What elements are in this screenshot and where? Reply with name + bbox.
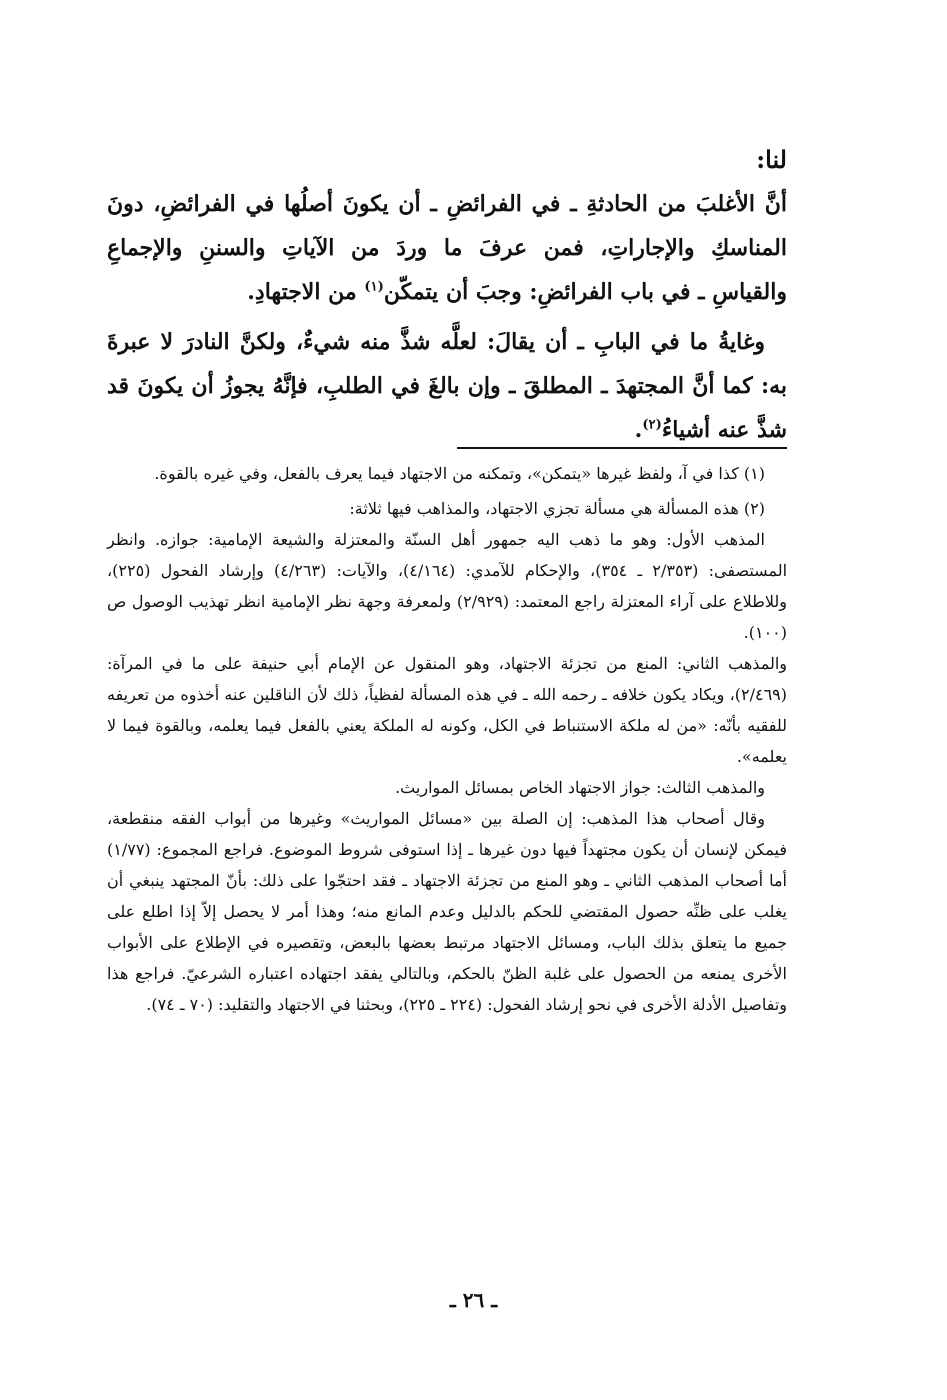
section-heading: لنا: xyxy=(756,145,787,174)
footnote-1: (١) كذا في آ، ولفظ غيرها «يتمكن»، وتمكنه من الاجتهاد فيما يعرف بالفعل، وفي غيره بالقوة. xyxy=(154,464,765,483)
paragraph-1-text: أنَّ الأغلبَ من الحادثةِ ـ في الفرائضِ ـ أن يكونَ أصلُها في الفرائضِ، دونَ المناسكِ والإجاراتِ، فمن عرفَ ما وردَ من الآياتِ والسننِ والإجماعِ والقياسِ ـ في باب الفرائضِ: وجبَ أن يتمكّن xyxy=(107,191,787,305)
footnotes xyxy=(107,458,787,1020)
footnote-2-madhhab-3: والمذهب الثالث: جواز الاجتهاد الخاص بمسائل المواريث. xyxy=(395,778,765,797)
main-text xyxy=(107,138,787,452)
page-number: ـ ٢٦ ـ xyxy=(449,1288,498,1312)
paragraph-2-text: وغايةُ ما في البابِ ـ أن يقالَ: لعلَّه شذَّ منه شيءٌ، ولكنَّ النادرَ لا عبرةَ به: كما أنَّ المجتهدَ ـ المطلقَ ـ وإن بالغَ في الطلبِ، فإنَّهُ يجوزُ أن يكونَ قد شذَّ عنه أشياءُ xyxy=(107,329,787,443)
footnote-ref-2: (٢) xyxy=(642,417,662,433)
footnote-ref-1: (١) xyxy=(364,279,384,295)
footnote-divider xyxy=(457,447,787,449)
footnote-2-arguments: وقال أصحاب هذا المذهب: إن الصلة بين «مسائل المواريث» وغيرها من أبواب الفقه منقطعة، فيمكن لإنسان أن يكون مجتهداً فيها دون غيرها ـ إذا استوفى شروط الموضوع. فراجع المجموع: (١/٧٧) أما أصحاب المذهب الثاني ـ وهو المنع من تجزئة الاجتهاد ـ فقد احتجّوا على ذلك: بأنّ المجتهد ينبغي أن يغلب على ظنِّه حصول المقتضي للحكم بالدليل وعدم المانع منه؛ وهذا أمر لا يحصل إلاّ إذا اطلع على جميع ما يتعلق بذلك الباب، ومسائل الاجتهاد مرتبط بعضها بالبعض، وتقصيره في الإطلاع على الأبواب الأخرى يمنعه من الحصول على غلبة الظنّ بالحكم، وبالتالي يفقد اجتهاده اعتباره الشرعيّ. فراجع هذا وتفاصيل الأدلة الأخرى في نحو إرشاد الفحول: (٢٢٤ ـ ٢٢٥)، وبحثنا في الاجتهاد والتقليد: (٧٠ ـ ٧٤). xyxy=(107,809,787,1014)
paragraph-2-end: . xyxy=(634,417,643,443)
footnote-2-madhhab-1: المذهب الأول: وهو ما ذهب اليه جمهور أهل السنّة والمعتزلة والشيعة الإمامية: جوازه. وانظر المستصفى: (٢/٣٥٣ ـ ٣٥٤)، والإحكام للآمدي: (٤/١٦٤)، والآيات: (٤/٢٦٣) وإرشاد الفحول (٢٢٥)، وللاطلاع على آراء المعتزلة راجع المعتمد: (٢/٩٢٩) ولمعرفة وجهة نظر الإمامية انظر تهذيب الوصول ص (١٠٠). xyxy=(107,530,788,642)
footnote-2-madhhab-2: والمذهب الثاني: المنع من تجزئة الاجتهاد، وهو المنقول عن الإمام أبي حنيفة على ما في المرآة: (٢/٤٦٩)، ويكاد يكون خلافه ـ رحمه الله ـ في هذه المسألة لفظياً، ذلك لأن الناقلين عنه أخذوه من تعريفه للفقيه بأنّه: «من له ملكة الاستنباط في الكل، وكونه له الملكة يعني بالفعل فيما يعلمه، وبالقوة فيما لا يعلمه». xyxy=(107,654,788,766)
paragraph-1 xyxy=(107,182,787,314)
paragraph-1-end: من الاجتهادِ. xyxy=(247,279,365,305)
paragraph-2 xyxy=(107,320,787,452)
footnote-2-intro: (٢) هذه المسألة هي مسألة تجزي الاجتهاد، والمذاهب فيها ثلاثة: xyxy=(349,499,765,518)
